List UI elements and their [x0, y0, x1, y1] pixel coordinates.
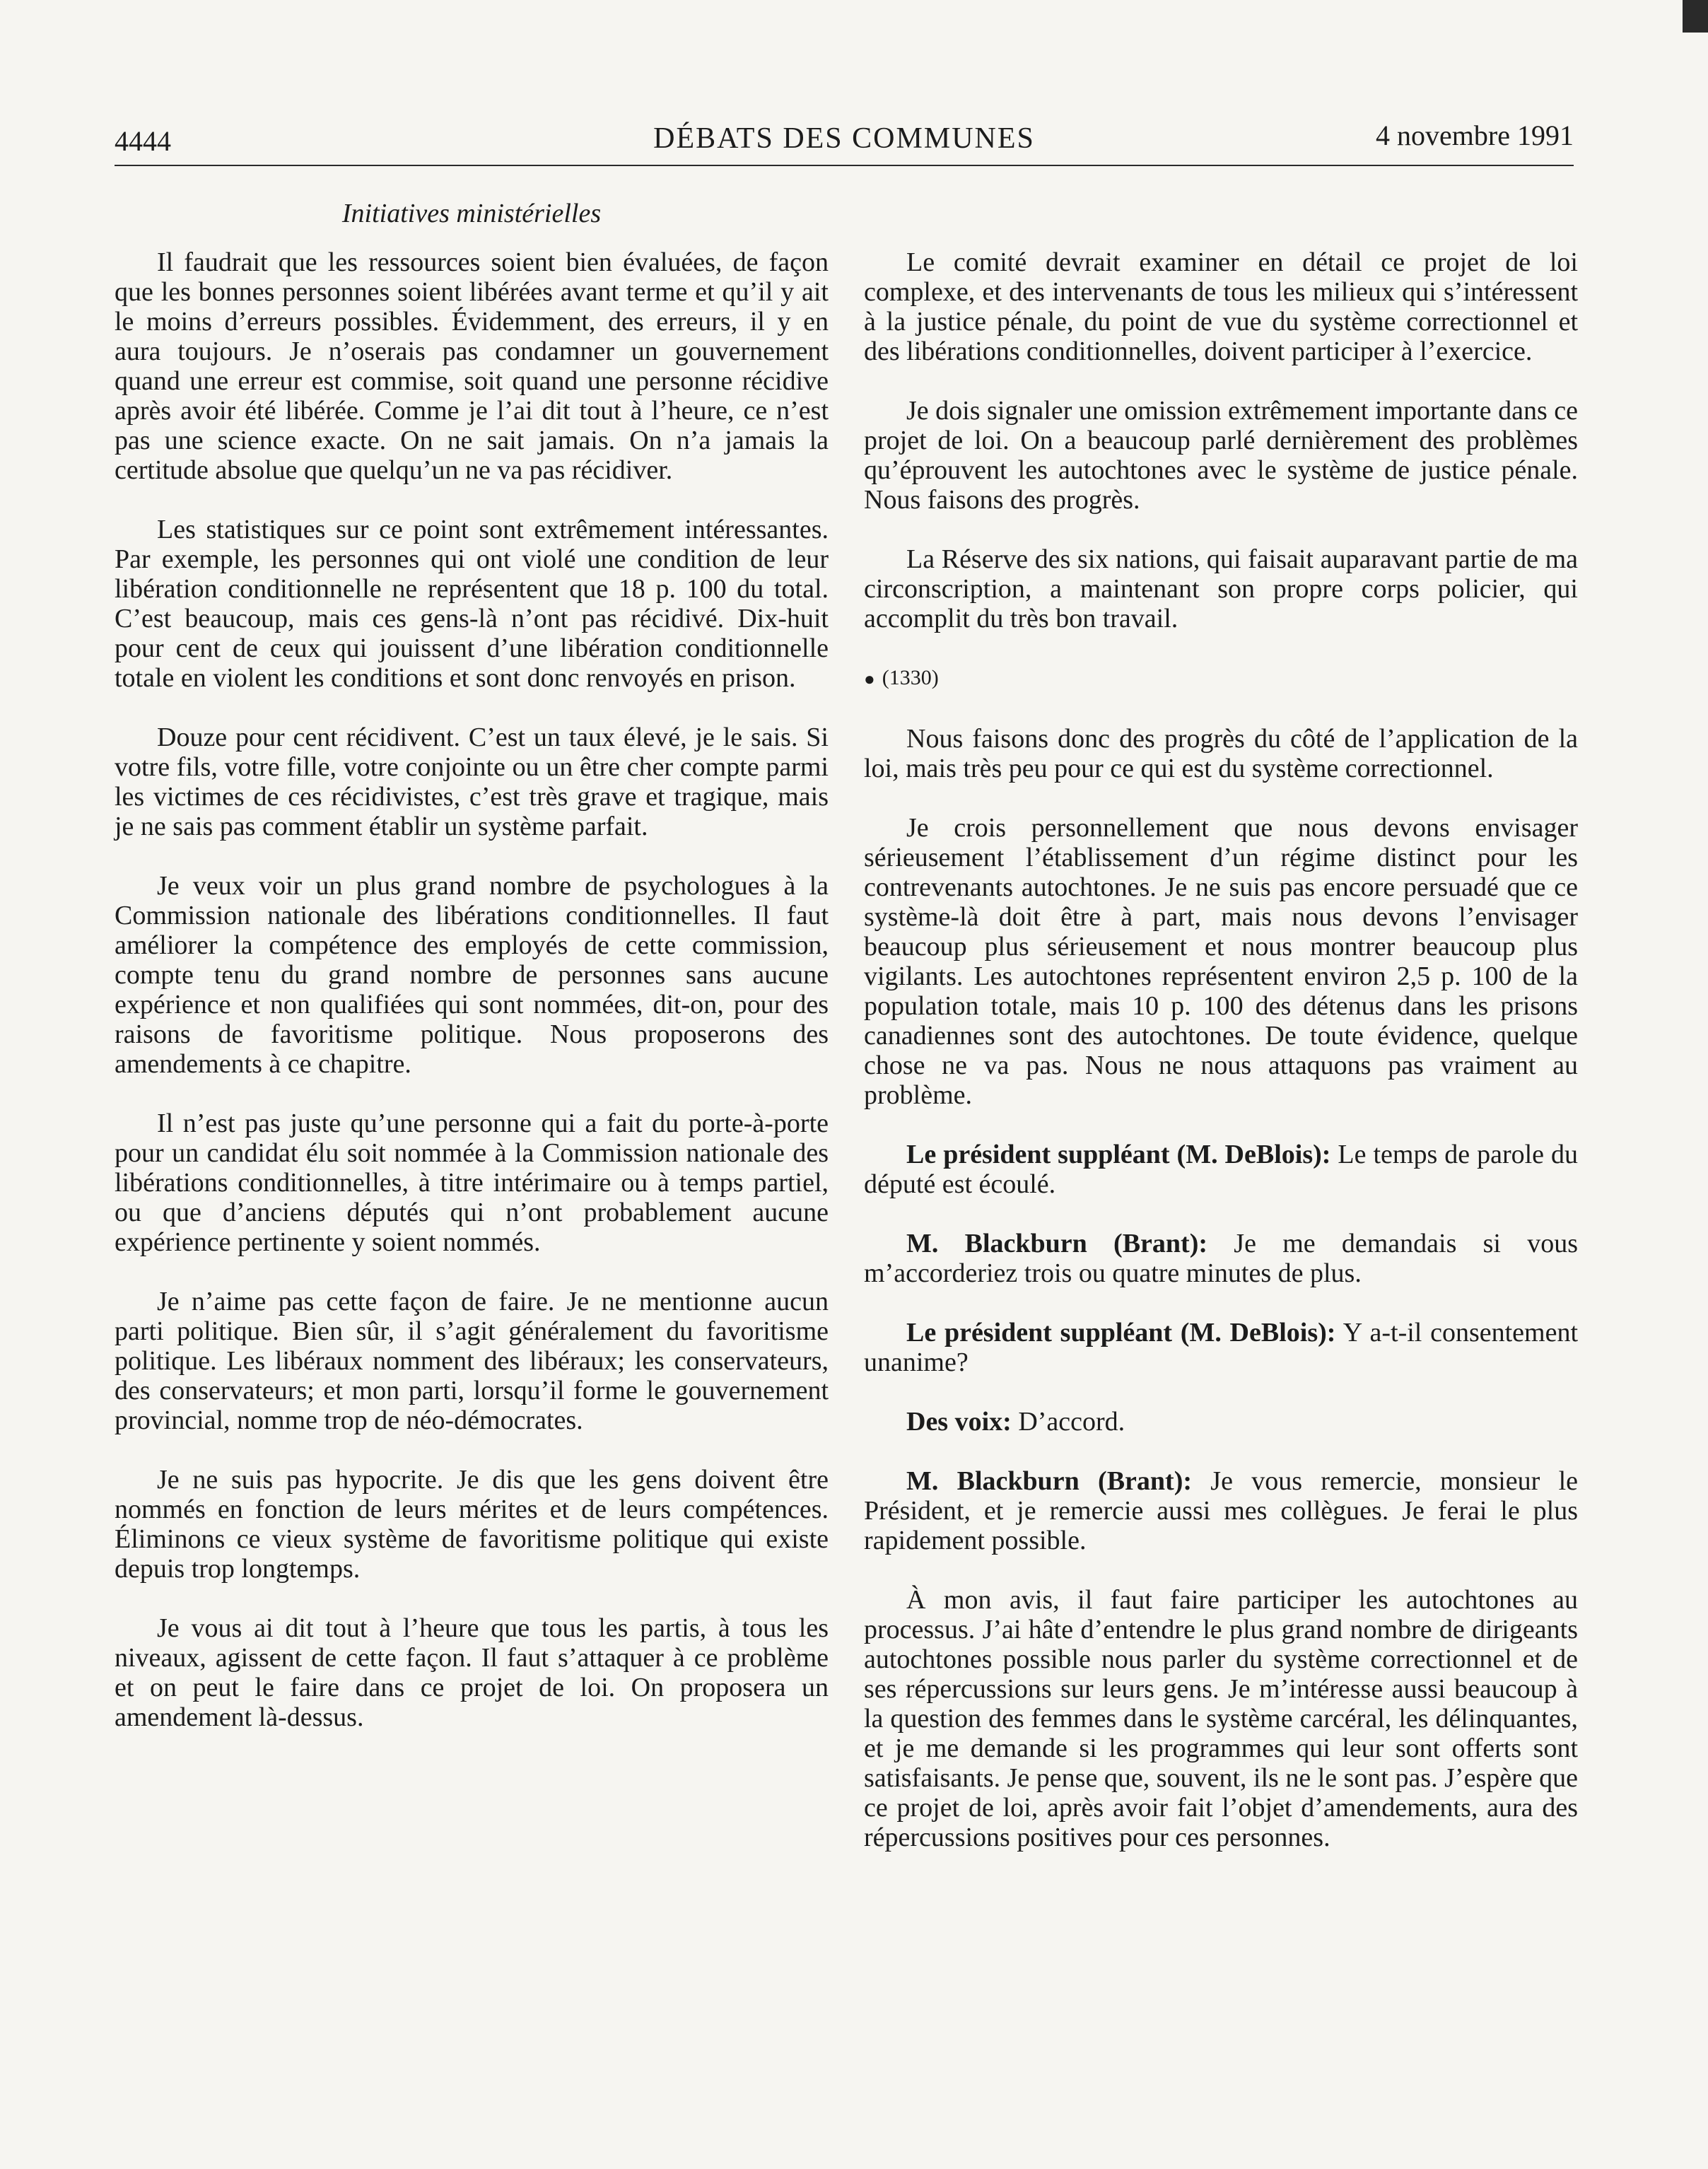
timestamp-text: (1330) — [882, 666, 939, 689]
speech-text: Y a-t-il consentement unanime? — [864, 1318, 1579, 1378]
speech-text: Le temps de parole du député est écoulé. — [864, 1140, 1579, 1200]
paragraph: Il n’est pas juste qu’une personne qui a fait du porte-à-porte pour un candidat élu soit nommée à la Commission nationale des libérations conditionnelles, à titre intérimaire ou à temps partiel, ou que d’anciens députés qui n’ont probablement aucune expérience pertinente y soient nommés. — [115, 1109, 829, 1257]
speech — [864, 1466, 1578, 1555]
paragraph: La Réserve des six nations, qui faisait auparavant partie de ma circonscription, a maintenant son propre corps policier, qui accomplit du très bon travail. — [864, 544, 1578, 633]
paragraph: Le comité devrait examiner en détail ce projet de loi complexe, et des intervenants de tous les milieux qui s’intéressent à la justice pénale, du point de vue du système correctionnel et des libérations conditionnelles, doivent participer à l’exercice. — [864, 247, 1578, 366]
speech-text: Je me demandais si vous m’accorderiez trois ou quatre minutes de plus. — [864, 1229, 1579, 1289]
speaker-name: Des voix: — [906, 1407, 1012, 1437]
paragraph: Je ne suis pas hypocrite. Je dis que les gens doivent être nommés en fonction de leurs mérites et de leurs compétences. Éliminons ce vieux système de favoritisme politique qui existe depuis trop longtemps. — [115, 1465, 829, 1584]
speech-text: D’accord. — [1018, 1407, 1125, 1437]
timestamp — [864, 663, 1578, 694]
paragraph: Je vous ai dit tout à l’heure que tous les partis, à tous les niveaux, agissent de cette façon. Il faut s’attaquer à ce problème et on peut le faire dans ce projet de loi. On proposera un amendement là-dessus. — [115, 1613, 829, 1732]
paragraph: À mon avis, il faut faire participer les autochtones au processus. J’ai hâte d’entendre le plus grand nombre de dirigeants autochtones possible nous parler du système correctionnel et de ses répercussions sur leurs gens. Je m’intéresse aussi beaucoup à la question des femmes dans le système carcéral, les délinquantes, et je me demande si les programmes qui leur sont offerts sont satisfaisants. Je pense que, souvent, ils ne le sont pas. J’espère que ce projet de loi, après avoir fait l’objet d’amendements, aura des répercussions positives pour ces personnes. — [864, 1585, 1578, 1853]
paragraph: Je veux voir un plus grand nombre de psychologues à la Commission nationale des libérations conditionnelles. Il faut améliorer la compétence des employés de cette commission, compte tenu du grand nombre de personnes sans aucune expérience et non qualifiées qui sont nommées, dit-on, pour des raisons de favoritisme politique. Nous proposerons des amendements à ce chapitre. — [115, 871, 829, 1079]
right-column — [864, 247, 1578, 1882]
paragraph: Je n’aime pas cette façon de faire. Je ne mentionne aucun parti politique. Bien sûr, il s’agit généralement du favoritisme politique. Les libéraux nomment des libéraux; les conservateurs, des conservateurs; et mon parti, lorsqu’il forme le gouvernement provincial, nomme trop de néo-démocrates. — [115, 1287, 829, 1435]
paragraph: Douze pour cent récidivent. C’est un taux élevé, je le sais. Si votre fils, votre fille, votre conjointe ou un être cher compte parmi les victimes de ces récidivistes, c’est très grave et tragique, mais je ne sais pas comment établir un système parfait. — [115, 723, 829, 841]
paragraph: Je crois personnellement que nous devons envisager sérieusement l’établissement d’un régime distinct pour les contrevenants autochtones. Je ne suis pas encore persuadé que ce système-là doit être à part, mais nous devons l’envisager beaucoup plus sérieusement et nous montrer beaucoup plus vigilants. Les autochtones représentent environ 2,5 p. 100 de la population totale, mais 10 p. 100 des détenus dans les prisons canadiennes sont des autochtones. De toute évidence, quelque chose ne va pas. Nous ne nous attaquons pas vraiment au problème. — [864, 813, 1578, 1111]
speaker-name: M. Blackburn (Brant): — [906, 1466, 1193, 1497]
section-title: Initiatives ministérielles — [341, 199, 602, 228]
speech — [864, 1318, 1578, 1377]
speech-text: Je vous remercie, monsieur le Président, et je remercie aussi mes collègues. Je ferai le plus rapidement possible. — [864, 1466, 1579, 1556]
speech — [864, 1229, 1578, 1288]
page-header — [115, 119, 1574, 161]
page-date: 4 novembre 1991 — [1376, 119, 1574, 151]
paragraph: Il faudrait que les ressources soient bien évaluées, de façon que les bonnes personnes soient libérées avant terme et qu’il y ait le moins d’erreurs possibles. Évidemment, des erreurs, il y en aura toujours. Je n’oserais pas condamner un gouvernement quand une erreur est commise, soit quand une personne récidive après avoir été libérée. Comme je l’ai dit tout à l’heure, ce n’est pas une science exacte. On ne sait jamais. On n’a jamais la certitude absolue que quelqu’un ne va pas récidiver. — [115, 247, 829, 485]
publication-title: DÉBATS DES COMMUNES — [653, 122, 1035, 155]
speaker-name: Le président suppléant (M. DeBlois): — [906, 1318, 1336, 1348]
speaker-name: Le président suppléant (M. DeBlois): — [906, 1140, 1331, 1170]
paragraph: Les statistiques sur ce point sont extrêmement intéressantes. Par exemple, les personnes qui ont violé une condition de leur libération conditionnelle ne représentent que 18 p. 100 du total. C’est beaucoup, mais ces gens-là n’ont pas récidivé. Dix-huit pour cent de ceux qui jouissent d’une libération conditionnelle totale en violent les conditions et sont donc renvoyés en prison. — [115, 515, 829, 693]
paragraph: Nous faisons donc des progrès du côté de l’application de la loi, mais très peu pour ce qui est du système correctionnel. — [864, 724, 1578, 784]
speech — [864, 1407, 1578, 1437]
speech — [864, 1140, 1578, 1199]
left-column — [115, 247, 829, 1762]
paragraph: Je dois signaler une omission extrêmement importante dans ce projet de loi. On a beaucoup parlé dernièrement des problèmes qu’éprouvent les autochtones avec le système de justice pénale. Nous faisons des progrès. — [864, 396, 1578, 515]
bullet-icon: ● — [864, 669, 875, 690]
speaker-name: M. Blackburn (Brant): — [906, 1229, 1208, 1259]
header-rule — [115, 165, 1574, 166]
scan-corner-mark — [1683, 0, 1708, 33]
page-number: 4444 — [115, 125, 171, 157]
